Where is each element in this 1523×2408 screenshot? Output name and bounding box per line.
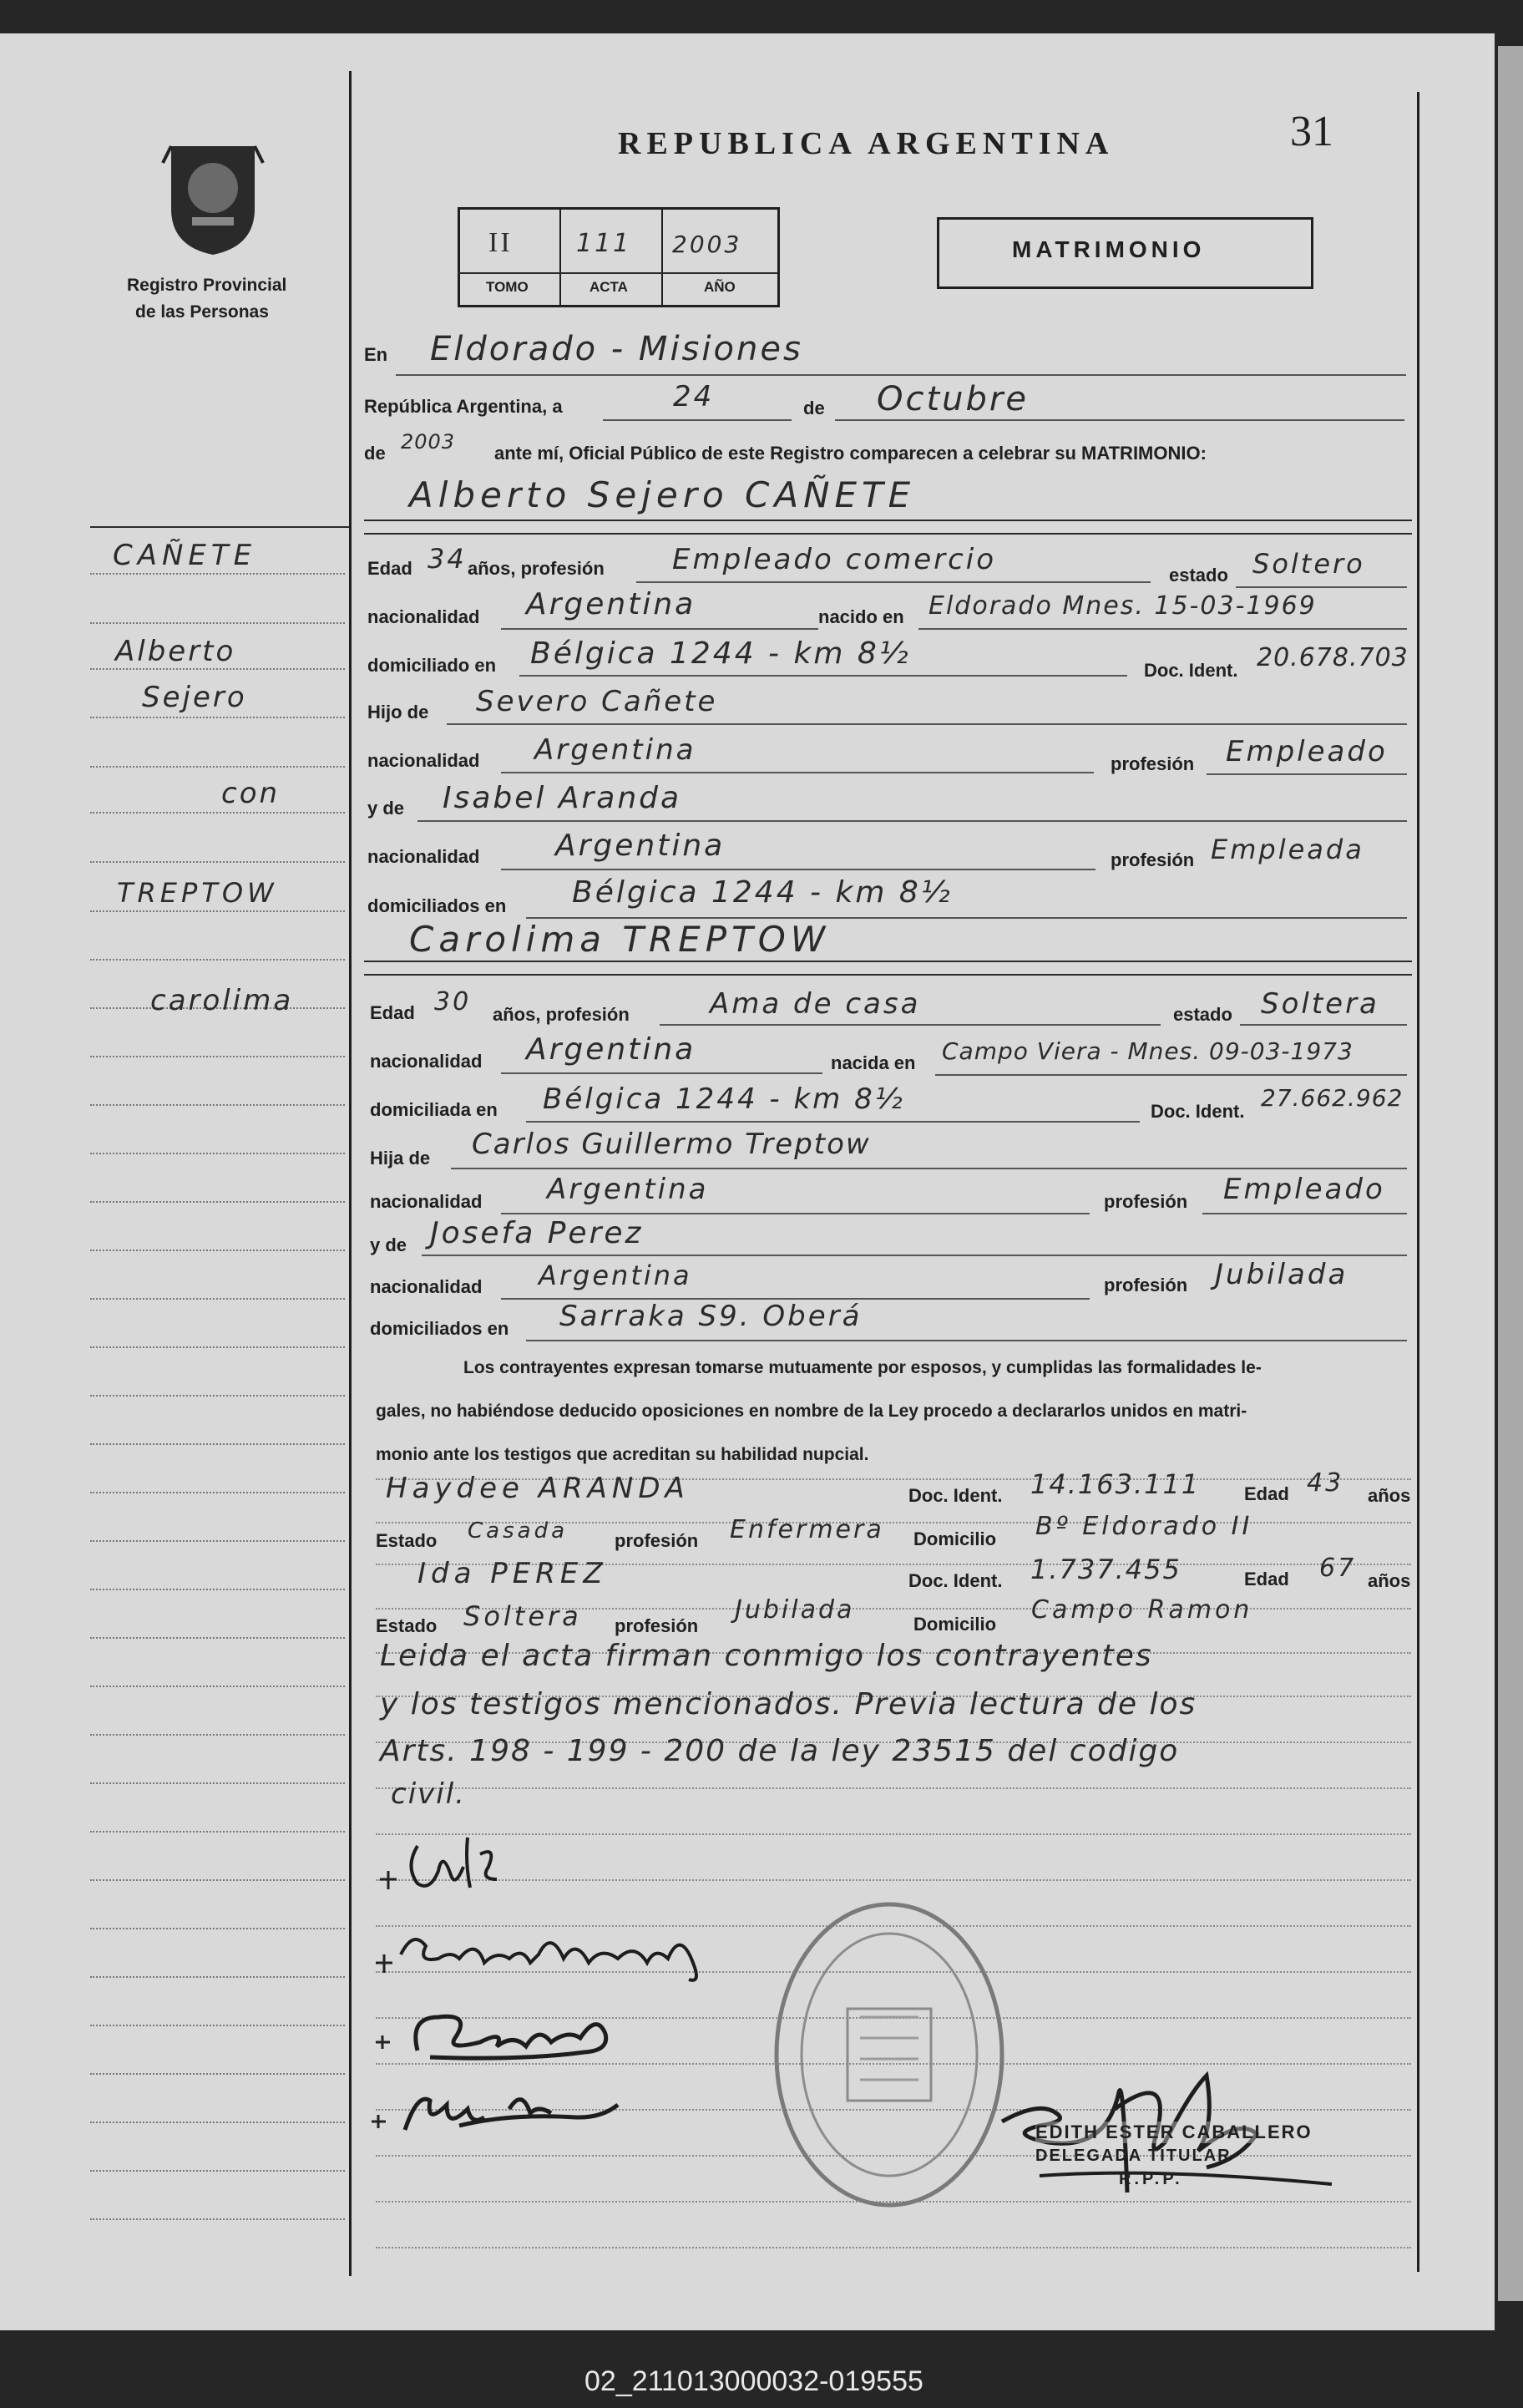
witness1-prof-label: profesión [615,1530,699,1551]
bride-father-prof: Empleado [1223,1173,1385,1206]
signature-3 [372,2000,630,2067]
margin-line [90,2218,345,2220]
groom-mother-prof-label: profesión [1111,849,1195,870]
fill-line [501,1213,1090,1214]
signature-4 [367,2071,626,2147]
file-id: 02_211013000032-019555 [584,2365,923,2397]
republica-label: República Argentina, a [364,396,563,417]
anio-label: AÑO [704,279,736,295]
witness2-name: Ida PEREZ [417,1557,608,1590]
fill-line [1236,586,1407,588]
margin-line [90,910,345,912]
margin-line [90,1443,345,1445]
groom-anos-prof-label: años, profesión [468,558,605,579]
witness1-age: 43 [1307,1468,1344,1498]
margin-line [90,2025,345,2026]
margin-line [90,1201,345,1203]
witness1-estado-label: Estado [376,1530,438,1551]
bride-parents-dom-label: domiciliados en [370,1318,509,1339]
right-border [1417,92,1419,2272]
acta-table-divider [559,207,561,305]
section-rule [364,520,1412,521]
acta-table-divider [661,207,663,305]
witness2-age: 67 [1319,1554,1357,1583]
note-line-2: y los testigos mencionados. Previa lectura de los [380,1687,1197,1721]
bride-nationality: Argentina [526,1032,696,1067]
groom-name: Alberto Sejero CAÑETE [409,474,916,515]
bride-nac-label: nacionalidad [370,1051,483,1072]
fill-line [501,1072,822,1074]
fill-line [918,628,1407,630]
bride-mother-prof-label: profesión [1104,1275,1188,1295]
margin-line [90,1104,345,1106]
margin-line [90,1540,345,1542]
witness2-edad-label: Edad [1244,1569,1289,1589]
month-value: Octubre [877,380,1029,418]
margin-name-groom-2: Sejero [142,681,247,714]
witness2-estado: Soltera [463,1600,582,1632]
groom-father-nat-label: nacionalidad [367,750,480,771]
margin-line [90,717,345,718]
declaration-line-3: monio ante los testigos que acreditan su habilidad nupcial. [376,1445,869,1464]
witness2-profession: Jubilada [735,1595,855,1625]
bride-father-prof-label: profesión [1104,1191,1188,1212]
margin-line [90,1879,345,1881]
bride-address: Bélgica 1244 - km 8½ [543,1082,905,1116]
note-line-1: Leida el acta firman conmigo los contrayentes [380,1639,1153,1673]
fill-line [636,581,1151,583]
en-label: En [364,344,388,365]
margin-line [90,573,345,575]
witness1-dom-label: Domicilio [913,1528,997,1549]
fill-line [501,869,1095,870]
official-stamp-line1: EDITH ESTER CABALLERO [1035,2122,1313,2142]
margin-line [90,1976,345,1978]
groom-mother-nat-label: nacionalidad [367,846,480,867]
fill-line [422,1255,1407,1256]
groom-father-nat: Argentina [534,733,696,767]
ruled-line [376,2247,1411,2248]
tomo-label: TOMO [486,279,529,295]
witness2-prof-label: profesión [615,1615,699,1636]
margin-line [90,2073,345,2075]
margin-line [90,2122,345,2123]
year-value: 2003 [401,430,456,454]
groom-father: Severo Cañete [476,685,718,718]
fill-line [603,419,792,421]
witness2-dom-label: Domicilio [913,1614,997,1635]
margin-line [90,1492,345,1493]
groom-edad-label: Edad [367,558,412,579]
groom-father-prof: Empleado [1226,735,1388,768]
bride-hija-label: Hija de [370,1148,431,1169]
bride-mother-prof: Jubilada [1215,1258,1348,1291]
margin-line [90,1734,345,1736]
note-line-4: civil. [391,1777,466,1811]
acta-table-rule [458,272,777,274]
bride-nacida-label: nacida en [831,1052,916,1073]
bride-father: Carlos Guillermo Treptow [472,1128,871,1161]
fill-line [396,374,1406,376]
day-value: 24 [673,380,715,413]
groom-father-prof-label: profesión [1111,753,1195,774]
margin-con: con [221,777,281,810]
groom-born: Eldorado Mnes. 15-03-1969 [928,591,1317,621]
intro-text: ante mí, Oficial Público de este Registro comparecen a celebrar su MATRIMONIO: [494,443,1207,464]
bride-name: Carolima TREPTOW [409,919,831,960]
bride-profession: Ama de casa [710,987,921,1021]
margin-line [90,861,345,863]
fill-line [1240,1024,1407,1026]
declaration-line-2: gales, no habiéndose deducido oposiciones en nombre de la Ley procedo a declararlos unidos en matri- [376,1402,1247,1421]
bride-mother: Josefa Perez [430,1216,644,1250]
witness2-doc-label: Doc. Ident. [908,1570,1003,1591]
city-value: Eldorado - Misiones [430,330,803,368]
registry-name-line1: Registro Provincial [127,276,287,295]
margin-line [90,1589,345,1590]
signature-1 [372,1821,539,1904]
margin-line [90,622,345,624]
page-number: 31 [1290,108,1333,155]
witness1-profession: Enfermera [730,1515,884,1544]
bride-father-nat: Argentina [547,1173,709,1206]
witness2-estado-label: Estado [376,1615,438,1636]
bride-estado-label: estado [1173,1004,1232,1025]
witness1-name: Haydee ARANDA [386,1472,690,1505]
margin-line [90,1298,345,1300]
margin-line [90,1250,345,1251]
groom-mother: Isabel Aranda [443,781,682,815]
bride-doc-label: Doc. Ident. [1151,1101,1245,1122]
acta-label: ACTA [589,279,628,295]
bride-mother-nat: Argentina [539,1260,692,1291]
witness2-address: Campo Ramon [1031,1595,1253,1625]
witness1-edad-label: Edad [1244,1483,1289,1504]
fill-line [526,1340,1407,1341]
bride-dom-label: domiciliada en [370,1099,498,1120]
country-title: REPUBLICA ARGENTINA [618,126,1115,161]
bride-yde-label: y de [370,1234,407,1255]
declaration-line-1: Los contrayentes expresan tomarse mutuamente por esposos, y cumplidas las formalidades le- [463,1358,1262,1377]
groom-mother-prof: Empleada [1211,834,1364,865]
margin-line [90,1831,345,1833]
fill-line [519,675,1127,677]
witness1-address: Bº Eldorado II [1035,1512,1253,1541]
fill-line [447,723,1407,725]
bride-born: Campo Viera - Mnes. 09-03-1973 [942,1037,1353,1065]
groom-parents-address: Bélgica 1244 - km 8½ [572,875,953,910]
section-rule [364,974,1412,976]
bride-mother-nat-label: nacionalidad [370,1276,483,1297]
groom-nac-label: nacionalidad [367,606,480,627]
note-line-3: Arts. 198 - 199 - 200 de la ley 23515 del codigo [380,1734,1180,1768]
fill-line [501,772,1094,773]
bride-father-nat-label: nacionalidad [370,1191,483,1212]
section-rule [364,961,1412,962]
de-label: de [803,398,825,418]
groom-dom-label: domiciliado en [367,655,497,676]
tomo-value: II [488,227,513,258]
anio-value: 2003 [672,231,742,258]
fill-line [1207,773,1407,775]
official-stamp-line3: R.P.P. [1119,2170,1183,2188]
witness1-anos-label: años [1368,1485,1411,1506]
registry-seal-icon [768,1892,1010,2218]
margin-line [90,1395,345,1397]
margin-line [90,1928,345,1929]
registry-name-line2: de las Personas [135,302,269,322]
margin-line [90,766,345,768]
groom-parents-dom-label: domiciliados en [367,895,507,916]
year-prefix-label: de [364,443,386,464]
ruled-line [376,1787,1411,1789]
margin-line [90,1686,345,1687]
margin-name-groom-1: Alberto [115,635,236,668]
bride-age: 30 [434,987,472,1016]
groom-yde-label: y de [367,798,405,819]
margin-top-rule [90,526,349,528]
margin-line [90,959,345,961]
bride-parents-address: Sarraka S9. Oberá [559,1300,863,1333]
margin-surname-groom: CAÑETE [113,539,257,572]
fill-line [526,1121,1140,1123]
groom-mother-nat: Argentina [555,829,726,863]
margin-line [90,1637,345,1639]
groom-doc-label: Doc. Ident. [1144,660,1238,681]
bride-doc: 27.662.962 [1261,1084,1404,1112]
witness1-estado: Casada [468,1518,569,1544]
margin-line [90,1346,345,1348]
fill-line [935,1074,1407,1076]
groom-nationality: Argentina [526,587,696,621]
groom-estado: Soltero [1252,548,1365,580]
groom-age: 34 [428,543,467,575]
official-stamp-line2: DELEGADA TITULAR [1035,2147,1232,2165]
fill-line [835,419,1404,421]
margin-line [90,1782,345,1784]
groom-doc: 20.678.703 [1257,643,1409,672]
groom-estado-label: estado [1169,565,1228,586]
witness2-doc: 1.737.455 [1030,1554,1181,1585]
fill-line [1202,1213,1407,1214]
bride-anos-prof-label: años, profesión [493,1004,630,1025]
witness2-anos-label: años [1368,1570,1411,1591]
fill-line [417,820,1407,822]
groom-profession: Empleado comercio [672,543,997,576]
record-type: MATRIMONIO [1012,236,1206,262]
bride-estado: Soltera [1261,987,1379,1021]
margin-surname-bride: TREPTOW [117,877,278,909]
margin-line [90,668,345,670]
fill-line [451,1168,1407,1169]
groom-hijo-label: Hijo de [367,702,429,722]
groom-nacido-label: nacido en [818,606,904,627]
fill-line [660,1024,1161,1026]
margin-name-bride: carolima [150,984,294,1017]
margin-divider [349,71,352,2276]
page-edge [1498,46,1523,2301]
bride-edad-label: Edad [370,1002,415,1023]
witness1-doc: 14.163.111 [1030,1468,1201,1500]
provincial-seal-icon [159,138,267,259]
margin-line [90,1056,345,1057]
groom-address: Bélgica 1244 - km 8½ [530,636,911,671]
fill-line [501,628,818,630]
margin-line [90,812,345,814]
witness1-doc-label: Doc. Ident. [908,1485,1003,1506]
acta-value: 111 [576,229,632,258]
margin-line [90,1153,345,1154]
signature-2 [367,1913,726,1988]
section-rule [364,533,1412,535]
margin-line [90,2170,345,2172]
